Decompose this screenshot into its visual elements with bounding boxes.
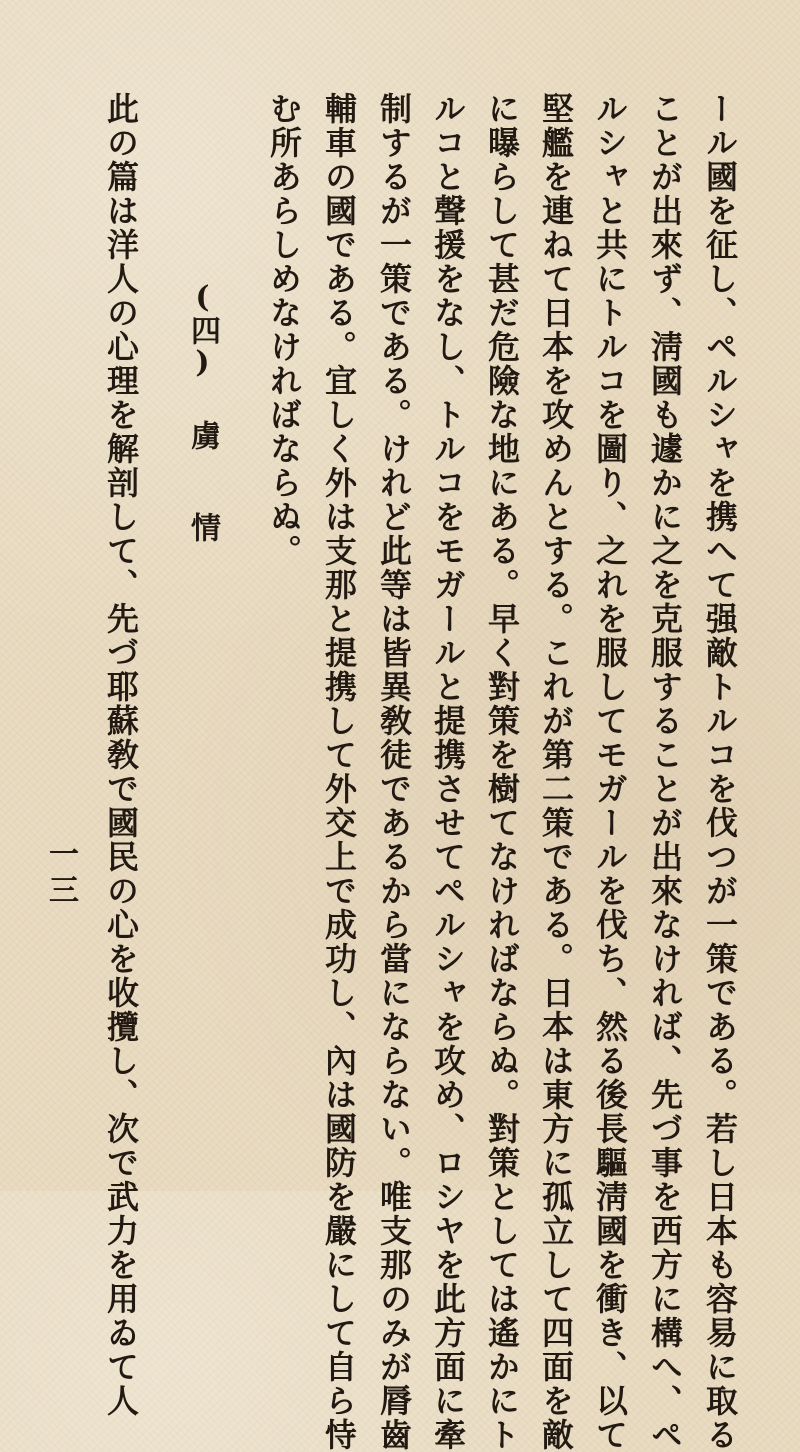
text-column-4: 堅艦を連ねて日本を攻めんとする。これが第二策である。日本は東方に孤立して四面を敵 [537, 92, 575, 1452]
text-column-9: む所あらしめなければならぬ。 [265, 92, 303, 568]
text-column-1: ール國を征し、ペルシャを携へて强敵トルコを伐つが一策である。若し日本も容易に取る [701, 92, 739, 1452]
section-title: 虜情 [185, 420, 220, 604]
section-heading [182, 280, 222, 604]
text-column-3: ルシャと共にトルコを圖り、之れを服してモガールを伐ち、然る後長驅淸國を衝き、以て [591, 92, 629, 1452]
text-column-6: ルコと聲援をなし、トルコをモガールと提携させてペルシャを攻め、ロシヤを此方面に牽 [429, 92, 467, 1452]
page-number: 一三 [43, 838, 78, 910]
text-column-2: ことが出來ず、淸國も遽かに之を克服することが出來なければ、先づ事を西方に構へ、ペ [646, 92, 684, 1452]
text-column-7: 制するが一策である。けれど此等は皆異敎徒であるから當にならない。唯支那のみが脣齒 [375, 92, 413, 1452]
section-number: (四) [185, 280, 220, 380]
text-column-5: に曝らして甚だ危險な地にある。早く對策を樹てなければならぬ。對策としては遙かにト [483, 92, 521, 1452]
text-column-8: 輔車の國である。宜しく外は支那と提携して外交上で成功し、內は國防を嚴にして自ら恃 [320, 92, 358, 1452]
text-column-11: 此の篇は洋人の心理を解剖して、先づ耶蘇敎で國民の心を收攬し、次で武力を用ゐて人 [102, 92, 140, 1418]
